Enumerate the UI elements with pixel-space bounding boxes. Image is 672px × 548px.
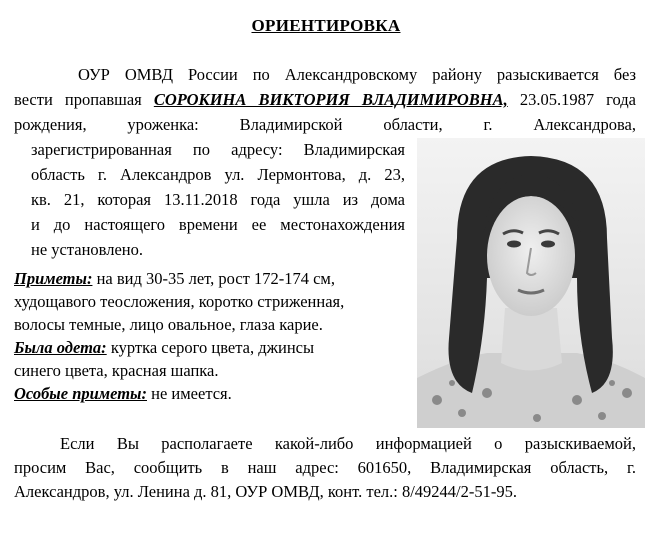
special-signs-value: не имеется. bbox=[147, 384, 232, 403]
intro-line-6: кв. 21, которая 13.11.2018 года ушла из дома bbox=[31, 190, 405, 209]
signs-line-2: худощавого теосложения, коротко стриженная, bbox=[14, 292, 345, 311]
intro-line-7: и до настоящего времени ее местонахождения bbox=[31, 215, 405, 234]
contact-line-2: просим Вас, сообщить в наш адрес: 601650, Владимирская область, г. bbox=[14, 458, 636, 477]
clothes-text: куртка серого цвета, джинсы bbox=[106, 338, 315, 357]
intro-text: вести пропавшая bbox=[14, 90, 154, 109]
special-signs-line bbox=[14, 383, 232, 405]
contact-line-1: Если Вы располагаете какой-либо информацией о разыскиваемой, bbox=[60, 434, 636, 453]
person-photo bbox=[417, 138, 645, 428]
clothes-line-2: синего цвета, красная шапка. bbox=[14, 361, 219, 380]
signs-line-1 bbox=[14, 268, 335, 290]
intro-line-1: ОУР ОМВД России по Александровскому району разыскивается без bbox=[78, 65, 636, 84]
intro-line-8: не установлено. bbox=[31, 240, 144, 259]
signs-text: на вид 30-35 лет, рост 172-174 см, bbox=[92, 269, 335, 288]
clothes-label: Была одета: bbox=[14, 338, 107, 357]
intro-line-4: зарегистрированная по адресу: Владимирская bbox=[31, 140, 405, 159]
contact-line-3: Александров, ул. Ленина д. 81, ОУР ОМВД, конт. тел.: 8/49244/2-51-95. bbox=[14, 482, 517, 501]
signs-line-3: волосы темные, лицо овальное, глаза карие. bbox=[14, 315, 323, 334]
clothes-line-1 bbox=[14, 337, 314, 359]
birth-date: 23.05.1987 года bbox=[507, 90, 637, 109]
signs-label: Приметы: bbox=[14, 269, 93, 288]
special-signs-label: Особые приметы: bbox=[14, 384, 147, 403]
intro-line-5: область г. Александров ул. Лермонтова, д. 23, bbox=[31, 165, 405, 184]
document-title: ОРИЕНТИРОВКА bbox=[251, 16, 401, 35]
intro-line-2 bbox=[14, 89, 636, 111]
intro-line-3: рождения, уроженка: Владимирской области, г. Александрова, bbox=[14, 115, 636, 134]
missing-person-name: СОРОКИНА ВИКТОРИЯ ВЛАДИМИРОВНА, bbox=[153, 90, 508, 109]
